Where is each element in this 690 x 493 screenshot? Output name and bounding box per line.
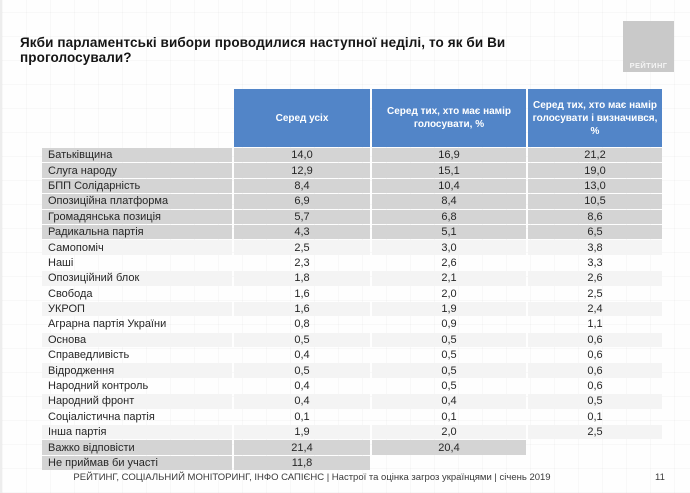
table-row (42, 317, 662, 331)
value-cell: 0,8 (294, 318, 310, 331)
value-cell: 20,4 (372, 440, 526, 454)
value-cell: 14,0 (234, 148, 370, 162)
footer-source: РЕЙТИНГ, СОЦІАЛЬНИЙ МОНІТОРИНГ, ІНФО САПІЄНС | Настрої та оцінка загроз українцями | січень 2019 (73, 472, 551, 483)
party-name-cell: Народний фронт (42, 394, 232, 408)
party-name-cell: БПП Солідарність (42, 179, 232, 193)
value-cell (528, 440, 662, 454)
value-cell: 0,5 (441, 380, 457, 393)
party-name-cell: Інша партія (42, 425, 232, 439)
value-cell: 0,5 (372, 363, 526, 377)
page-title: Якби парламентські вибори проводилися наступної неділі, то як би Ви проголосували? (20, 35, 506, 65)
party-name-cell: Радикальна партія (42, 225, 232, 239)
value-cell: 16,9 (372, 148, 526, 162)
table-row (42, 394, 662, 408)
value-cell: 0,5 (372, 333, 526, 347)
value-cell: 3,0 (372, 240, 526, 254)
value-cell: 0,5 (234, 363, 370, 377)
value-cell: 0,5 (441, 349, 457, 362)
table-row (42, 410, 662, 424)
value-cell: 8,4 (234, 179, 370, 193)
column-header-intend: Серед тих, хто має намір голосувати, % (372, 89, 526, 147)
value-cell: 2,0 (441, 287, 457, 300)
party-name-cell: Важко відповісти (42, 440, 232, 454)
value-cell: 0,6 (587, 380, 603, 393)
value-cell: 1,9 (234, 425, 370, 439)
value-cell: 2,0 (372, 425, 526, 439)
table-row (42, 194, 662, 208)
party-name-cell: Слуга народу (42, 163, 232, 177)
value-cell: 19,0 (528, 163, 662, 177)
value-cell: 10,4 (372, 179, 526, 193)
table-row (42, 348, 662, 362)
value-cell: 21,2 (528, 148, 662, 162)
value-cell: 0,6 (528, 363, 662, 377)
table-row (42, 225, 662, 239)
value-cell: 12,9 (234, 163, 370, 177)
value-cell: 4,3 (234, 225, 370, 239)
value-cell: 15,1 (372, 163, 526, 177)
value-cell: 8,6 (528, 210, 662, 224)
party-name-cell: Самопоміч (42, 240, 232, 254)
value-cell: 0,4 (294, 380, 310, 393)
value-cell: 6,5 (528, 225, 662, 239)
table-row (42, 256, 662, 270)
value-cell: 0,1 (294, 410, 310, 423)
value-cell: 0,5 (234, 333, 370, 347)
value-cell: 1,8 (234, 271, 370, 285)
value-cell: 0,6 (528, 333, 662, 347)
table-row (42, 333, 662, 347)
value-cell: 1,9 (372, 302, 526, 316)
value-cell: 1,6 (294, 287, 310, 300)
value-cell: 2,6 (528, 271, 662, 285)
party-name-cell: Не приймав би участі (42, 456, 232, 470)
table-row (42, 363, 662, 377)
party-name-cell: Опозиційний блок (42, 271, 232, 285)
party-name-cell: Основа (42, 333, 232, 347)
table-header-row (42, 89, 662, 147)
value-cell: 2,4 (528, 302, 662, 316)
party-name-cell: Свобода (48, 287, 93, 300)
value-cell: 21,4 (234, 440, 370, 454)
table-row (42, 425, 662, 439)
column-header-all: Серед усіх (234, 89, 370, 147)
value-cell: 1,6 (234, 302, 370, 316)
value-cell: 0,1 (441, 410, 457, 423)
value-cell: 8,4 (372, 194, 526, 208)
party-name-cell: Опозиційна платформа (42, 194, 232, 208)
value-cell (372, 456, 526, 470)
footer (2, 472, 690, 488)
value-cell: 13,0 (528, 179, 662, 193)
value-cell: 2,3 (294, 256, 310, 269)
column-header-decided: Серед тих, хто має намір голосувати і визначився, % (528, 89, 662, 147)
party-name-cell: Аграрна партія України (48, 318, 167, 331)
table-row (42, 271, 662, 285)
page-number: 11 (655, 472, 665, 483)
value-cell: 0,4 (372, 394, 526, 408)
table-row (42, 179, 662, 193)
party-name-cell: Батьківщина (42, 148, 232, 162)
value-cell: 3,8 (528, 240, 662, 254)
party-name-cell: Соціалістична партія (48, 410, 155, 423)
table-row (42, 302, 662, 316)
value-cell: 6,8 (372, 210, 526, 224)
results-table (40, 88, 664, 471)
table-row (42, 287, 662, 301)
value-cell: 1,1 (587, 318, 603, 331)
table-row (42, 456, 662, 470)
value-cell: 5,1 (372, 225, 526, 239)
corner-cell (42, 89, 232, 147)
party-name-cell: Наші (48, 256, 74, 269)
value-cell: 0,4 (294, 349, 310, 362)
table-row (42, 210, 662, 224)
party-name-cell: УКРОП (42, 302, 232, 316)
rating-logo (623, 21, 674, 72)
party-name-cell: Народний контроль (48, 380, 149, 393)
value-cell: 2,5 (587, 287, 603, 300)
party-name-cell: Справедливість (48, 349, 130, 362)
value-cell: 11,8 (234, 456, 370, 470)
table-row (42, 240, 662, 254)
table-row (42, 148, 662, 162)
party-name-cell: Відродження (42, 363, 232, 377)
table-row (42, 163, 662, 177)
value-cell: 0,4 (234, 394, 370, 408)
value-cell: 0,9 (441, 318, 457, 331)
rating-logo-label: РЕЙТИНГ (629, 61, 668, 70)
value-cell: 0,1 (587, 410, 603, 423)
value-cell: 0,5 (528, 394, 662, 408)
party-name-cell: Громадянська позиція (42, 210, 232, 224)
value-cell: 2,1 (372, 271, 526, 285)
table-row (42, 379, 662, 393)
value-cell: 3,3 (587, 256, 603, 269)
value-cell: 2,5 (528, 425, 662, 439)
table-body (42, 148, 662, 470)
value-cell: 6,9 (234, 194, 370, 208)
value-cell (528, 456, 662, 470)
value-cell: 5,7 (234, 210, 370, 224)
value-cell: 2,5 (234, 240, 370, 254)
value-cell: 10,5 (528, 194, 662, 208)
value-cell: 0,6 (587, 349, 603, 362)
table-row (42, 440, 662, 454)
value-cell: 2,6 (441, 256, 457, 269)
